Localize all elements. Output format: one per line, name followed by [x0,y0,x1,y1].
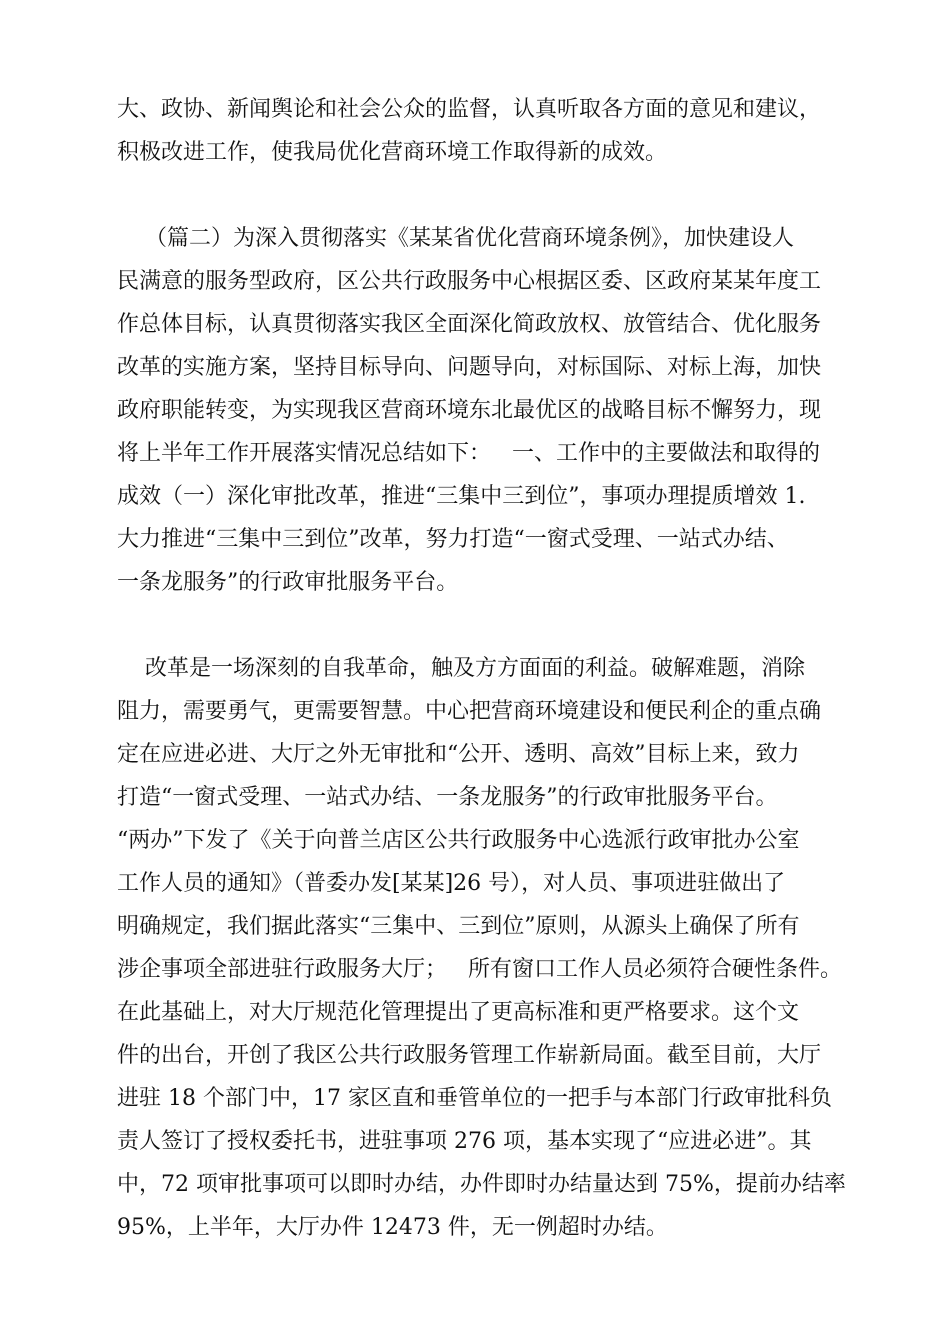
text-line: 责人签订了授权委托书，进驻事项 276 项，基本实现了“应进必进”。其 [117,1129,812,1154]
text-line: （篇二）为深入贯彻落实《某某省优化营商环境条例》，加快建设人 [117,226,794,251]
text-line: 阻力，需要勇气，更需要智慧。中心把营商环境建设和便民利企的重点确 [117,699,822,724]
text-line: 作总体目标，认真贯彻落实我区全面深化简政放权、放管结合、优化服务 [117,312,822,337]
text-line: 打造“一窗式受理、一站式办结、一条龙服务”的行政审批服务平台。 [117,785,778,810]
text-line: “两办”下发了《关于向普兰店区公共行政服务中心选派行政审批办公室 [117,828,800,853]
text-line: 明确规定，我们据此落实“三集中、三到位”原则，从源头上确保了所有 [117,914,800,939]
text-line: 中，72 项审批事项可以即时办结，办件即时办结量达到 75%，提前办结率 [117,1172,846,1197]
text-line: 进驻 18 个部门中，17 家区直和垂管单位的一把手与本部门行政审批科负 [117,1086,832,1111]
text-line: 积极改进工作，使我局优化营商环境工作取得新的成效。 [117,140,668,165]
text-line: 政府职能转变，为实现我区营商环境东北最优区的战略目标不懈努力，现 [117,398,822,423]
text-line: 成效（一）深化审批改革，推进“三集中三到位”，事项办理提质增效 1. [117,484,806,509]
text-line: 95%，上半年，大厅办件 12473 件，无一例超时办结。 [117,1215,668,1240]
text-line: 民满意的服务型政府，区公共行政服务中心根据区委、区政府某某年度工 [117,269,822,294]
text-line: 大、政协、新闻舆论和社会公众的监督，认真听取各方面的意见和建议， [117,97,822,122]
text-line: 件的出台，开创了我区公共行政服务管理工作崭新局面。截至目前，大厅 [117,1043,822,1068]
text-line: 涉企事项全部进驻行政服务大厅； 所有窗口工作人员必须符合硬性条件。 [117,957,842,982]
text-line: 在此基础上，对大厅规范化管理提出了更高标准和更严格要求。这个文 [117,1000,800,1025]
text-line: 大力推进“三集中三到位”改革，努力打造“一窗式受理、一站式办结、 [117,527,789,552]
text-line: 改革是一场深刻的自我革命，触及方方面面的利益。破解难题，消除 [117,656,805,681]
text-line: 一条龙服务”的行政审批服务平台。 [117,570,459,595]
text-line: 改革的实施方案，坚持目标导向、问题导向，对标国际、对标上海，加快 [117,355,822,380]
text-line: 工作人员的通知》（普委办发[某某]26 号），对人员、事项进驻做出了 [117,871,786,896]
text-line: 将上半年工作开展落实情况总结如下： 一、工作中的主要做法和取得的 [117,441,820,466]
text-line: 定在应进必进、大厅之外无审批和“公开、透明、高效”目标上来，致力 [117,742,800,767]
